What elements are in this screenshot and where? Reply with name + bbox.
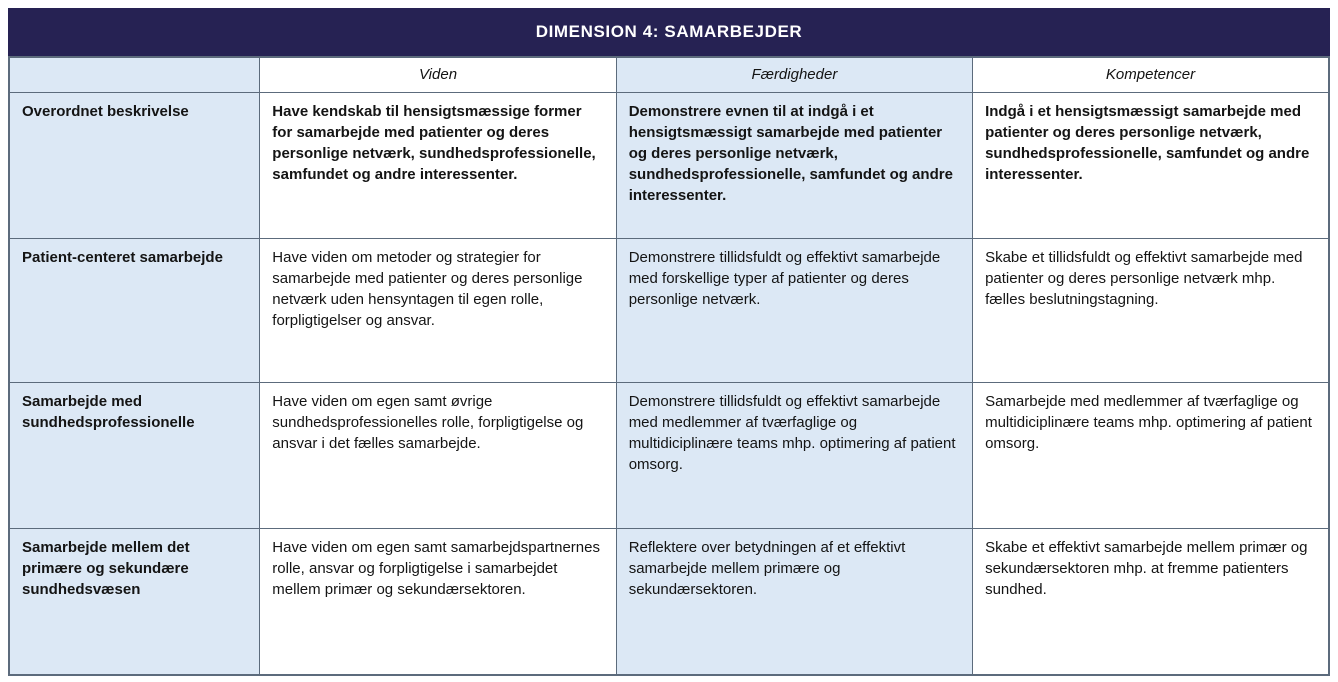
table-row [9,382,1329,528]
table-cell: Demonstrere tillidsfuldt og effektivt samarbejde med medlemmer af tværfaglige og multidiciplinære teams mhp. optimering af patient omsorg. [616,382,972,528]
column-header-empty [9,57,260,92]
column-header-viden: Viden [260,57,616,92]
column-header-kompetencer: Kompetencer [973,57,1329,92]
table-cell: Indgå i et hensigtsmæssigt samarbejde med patienter og deres personlige netværk, sundhedsprofessionelle, samfundet og andre interessenter. [973,92,1329,238]
column-header-faerdigheder: Færdigheder [616,57,972,92]
table-cell: Have kendskab til hensigtsmæssige former for samarbejde med patienter og deres personlige netværk, sundhedsprofessionelle, samfundet og andre interessenter. [260,92,616,238]
row-label: Samarbejde mellem det primære og sekundære sundhedsvæsen [9,528,260,675]
table-row [9,238,1329,382]
competency-table [8,56,1330,676]
row-label: Patient-centeret samarbejde [9,238,260,382]
table-cell: Have viden om metoder og strategier for samarbejde med patienter og deres personlige netværk uden hensyntagen til egen rolle, forpligtigelser og ansvar. [260,238,616,382]
table-row [9,528,1329,675]
row-label: Samarbejde med sundhedsprofessionelle [9,382,260,528]
row-label: Overordnet beskrivelse [9,92,260,238]
table-row [9,92,1329,238]
table-cell: Reflektere over betydningen af et effektivt samarbejde mellem primære og sekundærsektoren. [616,528,972,675]
table-cell: Skabe et tillidsfuldt og effektivt samarbejde med patienter og deres personlige netværk mhp. fælles beslutningstagning. [973,238,1329,382]
table-cell: Samarbejde med medlemmer af tværfaglige og multidiciplinære teams mhp. optimering af patient omsorg. [973,382,1329,528]
table-cell: Demonstrere tillidsfuldt og effektivt samarbejde med forskellige typer af patienter og deres personlige netværk. [616,238,972,382]
table-cell: Demonstrere evnen til at indgå i et hensigtsmæssigt samarbejde med patienter og deres personlige netværk, sundhedsprofessionelle, samfundet og andre interessenter. [616,92,972,238]
table-cell: Skabe et effektivt samarbejde mellem primær og sekundærsektoren mhp. at fremme patienters sundhed. [973,528,1329,675]
table-cell: Have viden om egen samt samarbejdspartnernes rolle, ansvar og forpligtigelse i samarbejdet mellem primær og sekundærsektoren. [260,528,616,675]
column-header-row [9,57,1329,92]
table-cell: Have viden om egen samt øvrige sundhedsprofessionelles rolle, forpligtigelse og ansvar i det fælles samarbejde. [260,382,616,528]
table-title-banner: DIMENSION 4: SAMARBEJDER [8,8,1330,56]
